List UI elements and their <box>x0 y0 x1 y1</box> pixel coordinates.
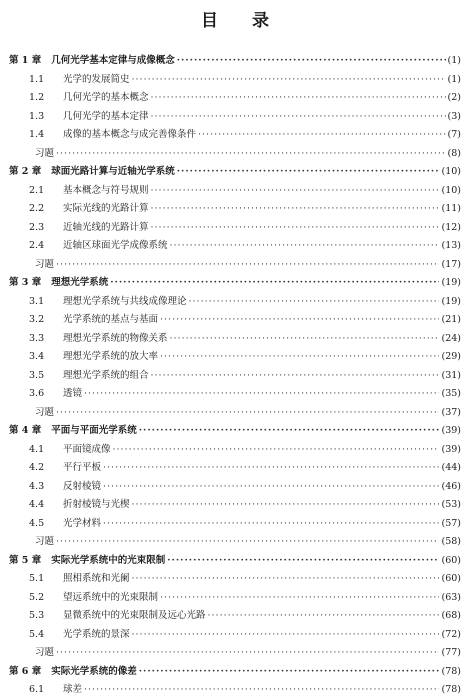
toc-section-row <box>9 385 461 404</box>
toc-entry-number: 4.5 <box>29 517 45 529</box>
toc-page-number: (11) <box>441 203 461 214</box>
toc-entry-number: 1.3 <box>29 110 45 122</box>
dot-leader <box>151 182 440 201</box>
toc-entry-number: 3.2 <box>29 314 45 325</box>
toc-entry-number: 5.2 <box>29 591 45 603</box>
toc-section-row <box>9 293 461 312</box>
dot-leader <box>151 367 440 386</box>
toc-page-number: (39) <box>441 425 461 436</box>
toc-section-row <box>9 496 461 515</box>
toc-entry-number: 4.2 <box>29 462 45 473</box>
toc-section-row <box>9 108 461 127</box>
dot-leader <box>151 89 446 108</box>
toc-section-row <box>9 348 461 367</box>
toc-chapter-row <box>9 163 461 182</box>
toc-page-number: (19) <box>441 295 461 307</box>
toc-section-row <box>9 311 461 330</box>
toc-entry-number: 3.3 <box>29 332 45 344</box>
toc-entry-title: 折射棱镜与光楔 <box>63 499 130 510</box>
toc-entry-number: 第 1 章 <box>9 55 42 66</box>
dot-leader <box>151 108 446 127</box>
dot-leader <box>177 163 440 182</box>
toc-page-number: (29) <box>441 351 461 362</box>
toc-page-number: (3) <box>447 110 461 122</box>
toc-page-number: (2) <box>447 92 461 103</box>
dot-leader <box>160 311 439 330</box>
toc-page-number: (78) <box>441 665 461 677</box>
dot-leader <box>113 441 440 460</box>
toc-page-number: (1) <box>447 73 461 85</box>
toc-page-number: (12) <box>441 221 461 233</box>
toc-entry-number: 1.1 <box>29 73 45 85</box>
toc-entry-number: 4.4 <box>29 499 45 510</box>
toc-page-number: (19) <box>441 277 461 288</box>
toc-entry-number: 第 5 章 <box>9 554 42 566</box>
toc-section-row <box>9 626 461 645</box>
toc-entry-title: 光学系统的景深 <box>63 628 130 640</box>
toc-page-number: (60) <box>441 554 461 566</box>
toc-exercise-row <box>9 145 461 164</box>
dot-leader <box>167 552 439 571</box>
toc-entry-title: 光学的发展简史 <box>63 73 130 85</box>
toc-chapter-row <box>9 422 461 441</box>
toc-entry-title: 几何光学的基本概念 <box>63 92 149 103</box>
toc-entry-title: 理想光学系统的组合 <box>63 369 149 381</box>
toc-entry-number: 3.5 <box>29 369 45 381</box>
toc-entry-number: 5.4 <box>29 628 45 640</box>
dot-leader <box>56 644 439 663</box>
toc-section-row <box>9 681 461 700</box>
toc-page-number: (53) <box>441 499 461 510</box>
toc-entry-number: 3.1 <box>29 295 45 307</box>
toc-section-row <box>9 126 461 145</box>
toc-entry-title: 理想光学系统与共线成像理论 <box>63 295 187 307</box>
toc-entry-title: 理想光学系统 <box>51 277 109 288</box>
toc-entry-title: 习题 <box>35 406 55 418</box>
toc-page-number: (63) <box>441 591 461 603</box>
toc-entry-number: 第 3 章 <box>9 277 42 288</box>
table-of-contents <box>9 52 461 700</box>
toc-entry-title: 习题 <box>35 536 55 547</box>
page-title: 目 录 <box>201 11 283 31</box>
toc-section-row <box>9 515 461 534</box>
toc-entry-number: 4.1 <box>29 443 45 455</box>
toc-entry-number: 5.1 <box>29 573 45 584</box>
toc-page-number: (46) <box>441 480 461 492</box>
dot-leader <box>103 478 439 497</box>
toc-section-row <box>9 330 461 349</box>
toc-chapter-row <box>9 552 461 571</box>
toc-page-number: (58) <box>441 536 461 547</box>
toc-entry-title: 理想光学系统的物像关系 <box>63 332 168 344</box>
toc-entry-number: 2.1 <box>29 184 45 196</box>
dot-leader <box>151 200 440 219</box>
toc-entry-number: 5.3 <box>29 610 45 621</box>
dot-leader <box>151 219 440 238</box>
toc-entry-title: 几何光学的基本定律 <box>63 110 149 122</box>
toc-entry-number: 2.4 <box>29 240 45 251</box>
toc-entry-title: 平面与平面光学系统 <box>51 425 137 436</box>
dot-leader <box>177 52 446 71</box>
toc-section-row <box>9 237 461 256</box>
toc-page-number: (31) <box>441 369 461 381</box>
toc-entry-title: 成像的基本概念与成完善像条件 <box>63 129 197 140</box>
toc-section-row <box>9 478 461 497</box>
toc-section-row <box>9 607 461 626</box>
dot-leader <box>208 607 440 626</box>
toc-entry-title: 几何光学基本定律与成像概念 <box>51 55 175 66</box>
toc-entry-number: 第 2 章 <box>9 166 42 177</box>
toc-page-number: (78) <box>441 684 461 695</box>
toc-entry-number: 3.6 <box>29 388 45 399</box>
toc-section-row <box>9 570 461 589</box>
toc-entry-number: 1.2 <box>29 92 45 103</box>
toc-entry-title: 照相系统和光阑 <box>63 573 130 584</box>
toc-page-number: (21) <box>441 314 461 325</box>
toc-entry-title: 球面光路计算与近轴光学系统 <box>51 166 175 177</box>
dot-leader <box>103 459 439 478</box>
toc-page-number: (8) <box>447 147 461 159</box>
toc-page-number: (39) <box>441 443 461 455</box>
toc-section-row <box>9 441 461 460</box>
dot-leader <box>132 71 446 90</box>
toc-page-number: (44) <box>441 462 461 473</box>
toc-entry-title: 习题 <box>35 647 55 658</box>
toc-entry-title: 实际光学系统中的光束限制 <box>51 554 166 566</box>
toc-section-row <box>9 200 461 219</box>
toc-entry-title: 平行平板 <box>63 462 102 473</box>
toc-chapter-row <box>9 663 461 682</box>
dot-leader <box>139 663 440 682</box>
toc-exercise-row <box>9 256 461 275</box>
dot-leader <box>132 626 440 645</box>
toc-page-number: (60) <box>441 573 461 584</box>
toc-page-number: (1) <box>447 55 461 66</box>
toc-entry-number: 第 6 章 <box>9 665 42 677</box>
toc-entry-title: 实际光学系统的像差 <box>51 665 137 677</box>
dot-leader <box>139 422 440 441</box>
dot-leader <box>56 533 439 552</box>
dot-leader <box>110 274 439 293</box>
dot-leader <box>132 570 440 589</box>
dot-leader <box>84 681 439 700</box>
toc-page-number: (72) <box>441 628 461 640</box>
toc-entry-title: 透镜 <box>63 388 83 399</box>
toc-entry-title: 反射棱镜 <box>63 480 102 492</box>
toc-page-number: (13) <box>441 240 461 251</box>
toc-page-number: (57) <box>441 517 461 529</box>
dot-leader <box>170 237 440 256</box>
toc-section-row <box>9 589 461 608</box>
toc-entry-title: 习题 <box>35 147 55 159</box>
dot-leader <box>84 385 439 404</box>
toc-entry-title: 光学系统的基点与基面 <box>63 314 159 325</box>
dot-leader <box>103 515 439 534</box>
toc-entry-title: 基本概念与符号规则 <box>63 184 149 196</box>
toc-page-number: (37) <box>441 406 461 418</box>
toc-page-number: (24) <box>441 332 461 344</box>
dot-leader <box>132 496 440 515</box>
dot-leader <box>56 404 439 423</box>
toc-entry-title: 显微系统中的光束限制及远心光路 <box>63 610 206 621</box>
toc-entry-title: 理想光学系统的放大率 <box>63 351 159 362</box>
toc-entry-title: 球差 <box>63 684 83 695</box>
toc-entry-number: 1.4 <box>29 129 45 140</box>
toc-page-number: (7) <box>447 129 461 140</box>
toc-entry-number: 6.1 <box>29 684 45 695</box>
toc-entry-number: 2.3 <box>29 221 45 233</box>
toc-page-number: (10) <box>441 166 461 177</box>
dot-leader <box>170 330 440 349</box>
toc-page-number: (17) <box>441 258 461 270</box>
toc-section-row <box>9 459 461 478</box>
toc-section-row <box>9 71 461 90</box>
toc-exercise-row <box>9 533 461 552</box>
toc-page-number: (68) <box>441 610 461 621</box>
toc-entry-number: 4.3 <box>29 480 45 492</box>
toc-page-number: (10) <box>441 184 461 196</box>
toc-section-row <box>9 367 461 386</box>
toc-section-row <box>9 89 461 108</box>
dot-leader <box>160 348 439 367</box>
toc-entry-number: 第 4 章 <box>9 425 42 436</box>
toc-entry-number: 3.4 <box>29 351 45 362</box>
toc-entry-title: 光学材料 <box>63 517 102 529</box>
toc-entry-title: 实际光线的光路计算 <box>63 203 149 214</box>
toc-entry-title: 平面镜成像 <box>63 443 111 455</box>
toc-chapter-row <box>9 52 461 71</box>
toc-section-row <box>9 182 461 201</box>
dot-leader <box>198 126 446 145</box>
toc-exercise-row <box>9 404 461 423</box>
toc-chapter-row <box>9 274 461 293</box>
toc-entry-number: 2.2 <box>29 203 45 214</box>
toc-page-number: (77) <box>441 647 461 658</box>
toc-entry-title: 望远系统中的光束限制 <box>63 591 159 603</box>
toc-exercise-row <box>9 644 461 663</box>
dot-leader <box>189 293 440 312</box>
toc-entry-title: 近轴区球面光学成像系统 <box>63 240 168 251</box>
dot-leader <box>160 589 439 608</box>
dot-leader <box>56 256 439 275</box>
toc-entry-title: 习题 <box>35 258 55 270</box>
dot-leader <box>56 145 446 164</box>
toc-entry-title: 近轴光线的光路计算 <box>63 221 149 233</box>
toc-section-row <box>9 219 461 238</box>
toc-page-number: (35) <box>441 388 461 399</box>
